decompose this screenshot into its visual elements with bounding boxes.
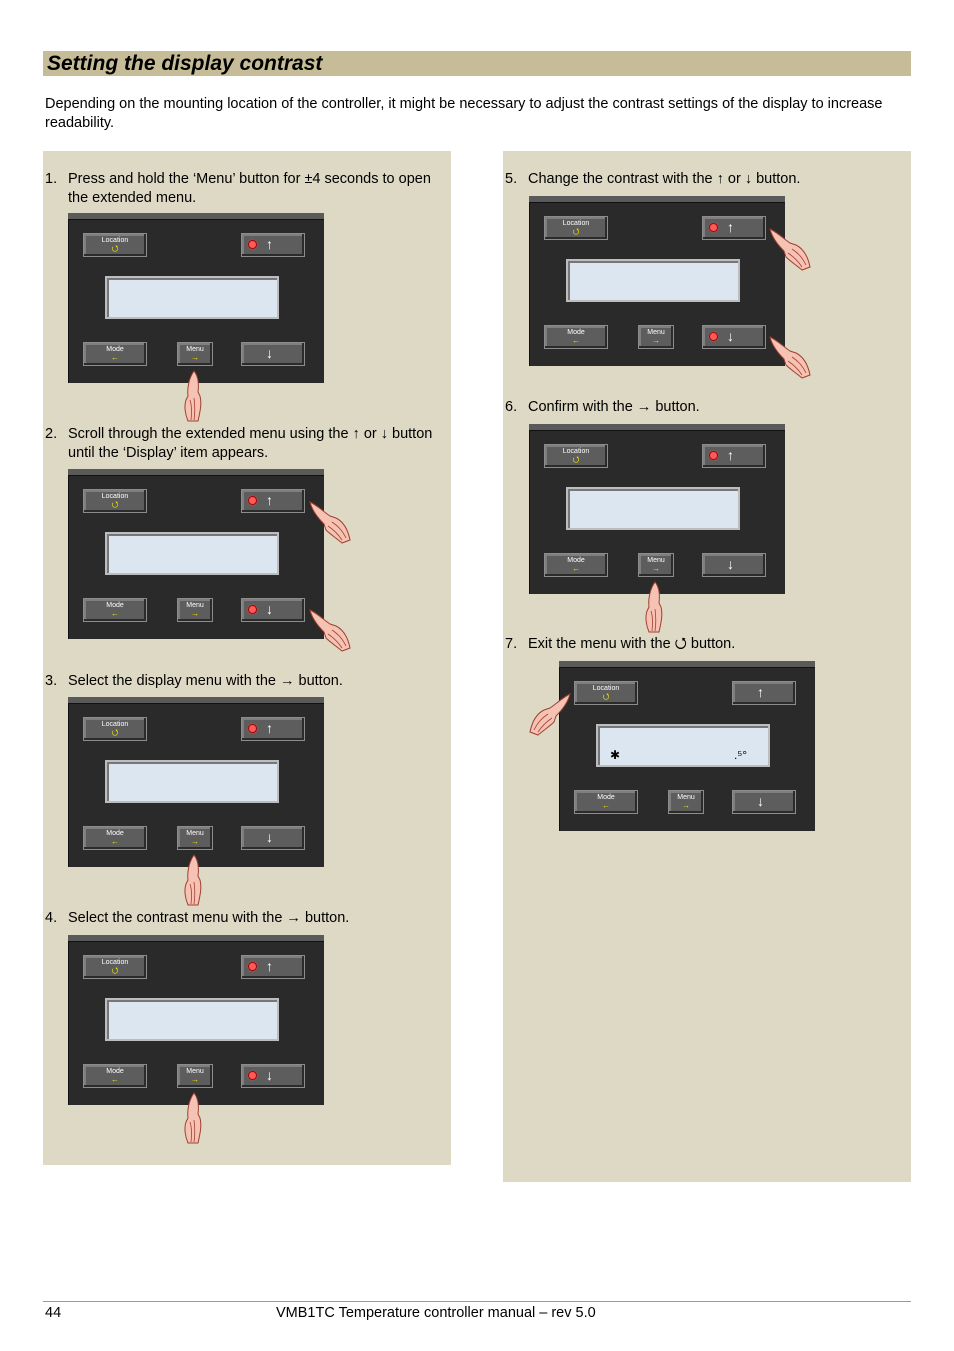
mode-button: Mode ← — [83, 598, 147, 622]
controller-illustration-step-3 — [68, 697, 324, 867]
step-number: 1. — [45, 171, 58, 187]
location-button: Location ⭯ — [83, 717, 147, 741]
led-indicator — [249, 1072, 256, 1079]
down-button: ↓ — [702, 325, 766, 349]
location-button: Location ⭯ — [544, 444, 608, 468]
menu-button: Menu → — [177, 342, 213, 366]
footer-divider — [43, 1301, 911, 1302]
pointing-hand-icon — [180, 1092, 206, 1144]
down-button: ↓ — [241, 826, 305, 850]
down-button: ↓ — [241, 1064, 305, 1088]
controller-illustration-step-2 — [68, 469, 324, 639]
step-text: Change the contrast with the ↑ or ↓ button. — [528, 171, 801, 187]
down-button: ↓ — [732, 790, 796, 814]
mode-button: Mode ← — [83, 1064, 147, 1088]
up-button: ↑ — [241, 955, 305, 979]
controller-illustration-step-4 — [68, 935, 324, 1105]
led-indicator — [249, 963, 256, 970]
up-button: ↑ — [732, 681, 796, 705]
led-indicator — [249, 241, 256, 248]
step-text: Press and hold the ‘Menu’ button for ±4 seconds to open the extended menu. — [68, 171, 431, 206]
mode-button: Mode ← — [83, 342, 147, 366]
pointing-hand-icon — [308, 500, 352, 544]
lcd-screen — [566, 487, 740, 530]
pointing-hand-icon — [308, 608, 352, 652]
up-button: ↑ — [241, 489, 305, 513]
up-button: ↑ — [241, 717, 305, 741]
step-text: Exit the menu with the ⭯ button. — [528, 636, 736, 652]
up-button: ↑ — [702, 216, 766, 240]
pointing-hand-icon — [528, 692, 572, 736]
step-number: 3. — [45, 673, 58, 689]
lcd-screen — [596, 724, 770, 767]
sun-icon: ✱ — [610, 748, 621, 762]
step-number: 5. — [505, 171, 518, 187]
pointing-hand-icon — [180, 854, 206, 906]
lcd-screen — [105, 760, 279, 803]
led-indicator — [249, 725, 256, 732]
up-button: ↑ — [702, 444, 766, 468]
lcd-screen — [105, 276, 279, 319]
led-indicator — [249, 606, 256, 613]
step-text: Select the contrast menu with the → button. — [68, 910, 350, 926]
lcd-screen — [105, 532, 279, 575]
controller-illustration-step-1 — [68, 213, 324, 383]
section-title-bar — [43, 51, 911, 76]
led-indicator — [710, 452, 717, 459]
location-button: Location ⭯ — [83, 489, 147, 513]
step-number: 4. — [45, 910, 58, 926]
step-number: 6. — [505, 399, 518, 415]
mode-button: Mode ← — [544, 553, 608, 577]
step-text: Scroll through the extended menu using the ↑ or ↓ button until the ‘Display’ item appears. — [68, 426, 433, 461]
up-button: ↑ — [241, 233, 305, 257]
pointing-hand-icon — [768, 227, 812, 271]
menu-button: Menu → — [177, 598, 213, 622]
mode-button: Mode ← — [544, 325, 608, 349]
lcd-screen — [105, 998, 279, 1041]
menu-button: Menu → — [668, 790, 704, 814]
controller-illustration-step-7 — [559, 661, 815, 831]
location-button: Location ⭯ — [574, 681, 638, 705]
pointing-hand-icon — [180, 370, 206, 422]
temperature-icon: .⁵° — [734, 748, 748, 762]
page-title: Setting the display contrast — [47, 52, 323, 75]
lcd-screen — [566, 259, 740, 302]
pointing-hand-icon — [641, 581, 667, 633]
mode-button: Mode ← — [83, 826, 147, 850]
led-indicator — [710, 333, 717, 340]
intro-paragraph: Depending on the mounting location of the controller, it might be necessary to adjust the contrast settings of the display to increase readability. — [45, 96, 883, 131]
step-number: 7. — [505, 636, 518, 652]
step-text: Select the display menu with the → button. — [68, 673, 343, 689]
step-number: 2. — [45, 426, 58, 442]
menu-button: Menu → — [638, 553, 674, 577]
menu-button: Menu → — [177, 826, 213, 850]
controller-illustration-step-5 — [529, 196, 785, 366]
led-indicator — [710, 224, 717, 231]
location-button: Location ⭯ — [544, 216, 608, 240]
down-button: ↓ — [241, 598, 305, 622]
down-button: ↓ — [241, 342, 305, 366]
pointing-hand-icon — [768, 335, 812, 379]
mode-button: Mode ← — [574, 790, 638, 814]
step-text: Confirm with the → button. — [528, 399, 700, 415]
led-indicator — [249, 497, 256, 504]
location-button: Location ⭯ — [83, 233, 147, 257]
down-button: ↓ — [702, 553, 766, 577]
menu-button: Menu → — [177, 1064, 213, 1088]
controller-illustration-step-6 — [529, 424, 785, 594]
location-button: Location ⭯ — [83, 955, 147, 979]
footer-doc-title: VMB1TC Temperature controller manual – rev 5.0 — [276, 1305, 596, 1321]
page-number: 44 — [45, 1305, 62, 1321]
menu-button: Menu → — [638, 325, 674, 349]
